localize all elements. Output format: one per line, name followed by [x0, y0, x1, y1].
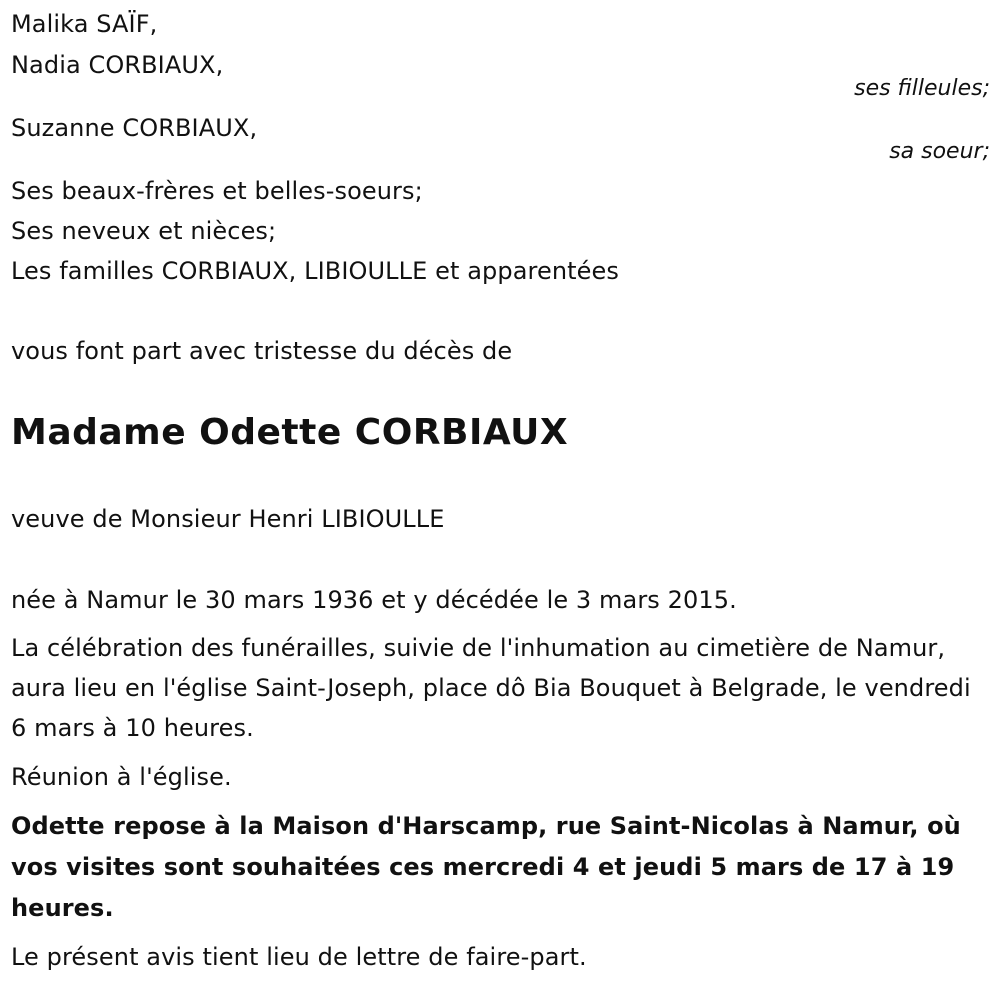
family-line-families: Les familles CORBIAUX, LIBIOULLE et apparentées — [11, 257, 619, 285]
birth-death-text: née à Namur le 30 mars 1936 et y décédée le 3 mars 2015. — [11, 586, 737, 614]
family-line-nephews: Ses neveux et nièces; — [11, 217, 277, 245]
deceased-name: Madame Odette CORBIAUX — [11, 412, 569, 453]
visitation-paragraph: Odette repose à la Maison d'Harscamp, rue Saint-Nicolas à Namur, où vos visites sont souhaitées ces mercredi 4 et jeudi 5 mars de 17 à 19 heures. — [11, 812, 961, 922]
family-line-in-laws: Ses beaux-frères et belles-soeurs; — [11, 177, 423, 205]
family-line-nadia: Nadia CORBIAUX, — [11, 51, 224, 79]
announcement-text: vous font part avec tristesse du décès de — [11, 337, 513, 365]
family-line-malika: Malika SAÏF, — [11, 10, 158, 38]
widow-of-text: veuve de Monsieur Henri LIBIOULLE — [11, 505, 445, 533]
role-sister: sa soeur; — [889, 139, 990, 164]
closing-text: Le présent avis tient lieu de lettre de faire-part. — [11, 943, 587, 971]
role-goddaughters: ses filleules; — [854, 76, 990, 101]
funeral-paragraph: La célébration des funérailles, suivie de l'inhumation au cimetière de Namur, aura lieu en l'église Saint-Joseph, place dô Bia Bouquet à Belgrade, le vendredi 6 mars à 10 heures. — [11, 634, 971, 742]
meeting-text: Réunion à l'église. — [11, 763, 232, 791]
family-line-suzanne: Suzanne CORBIAUX, — [11, 114, 258, 142]
